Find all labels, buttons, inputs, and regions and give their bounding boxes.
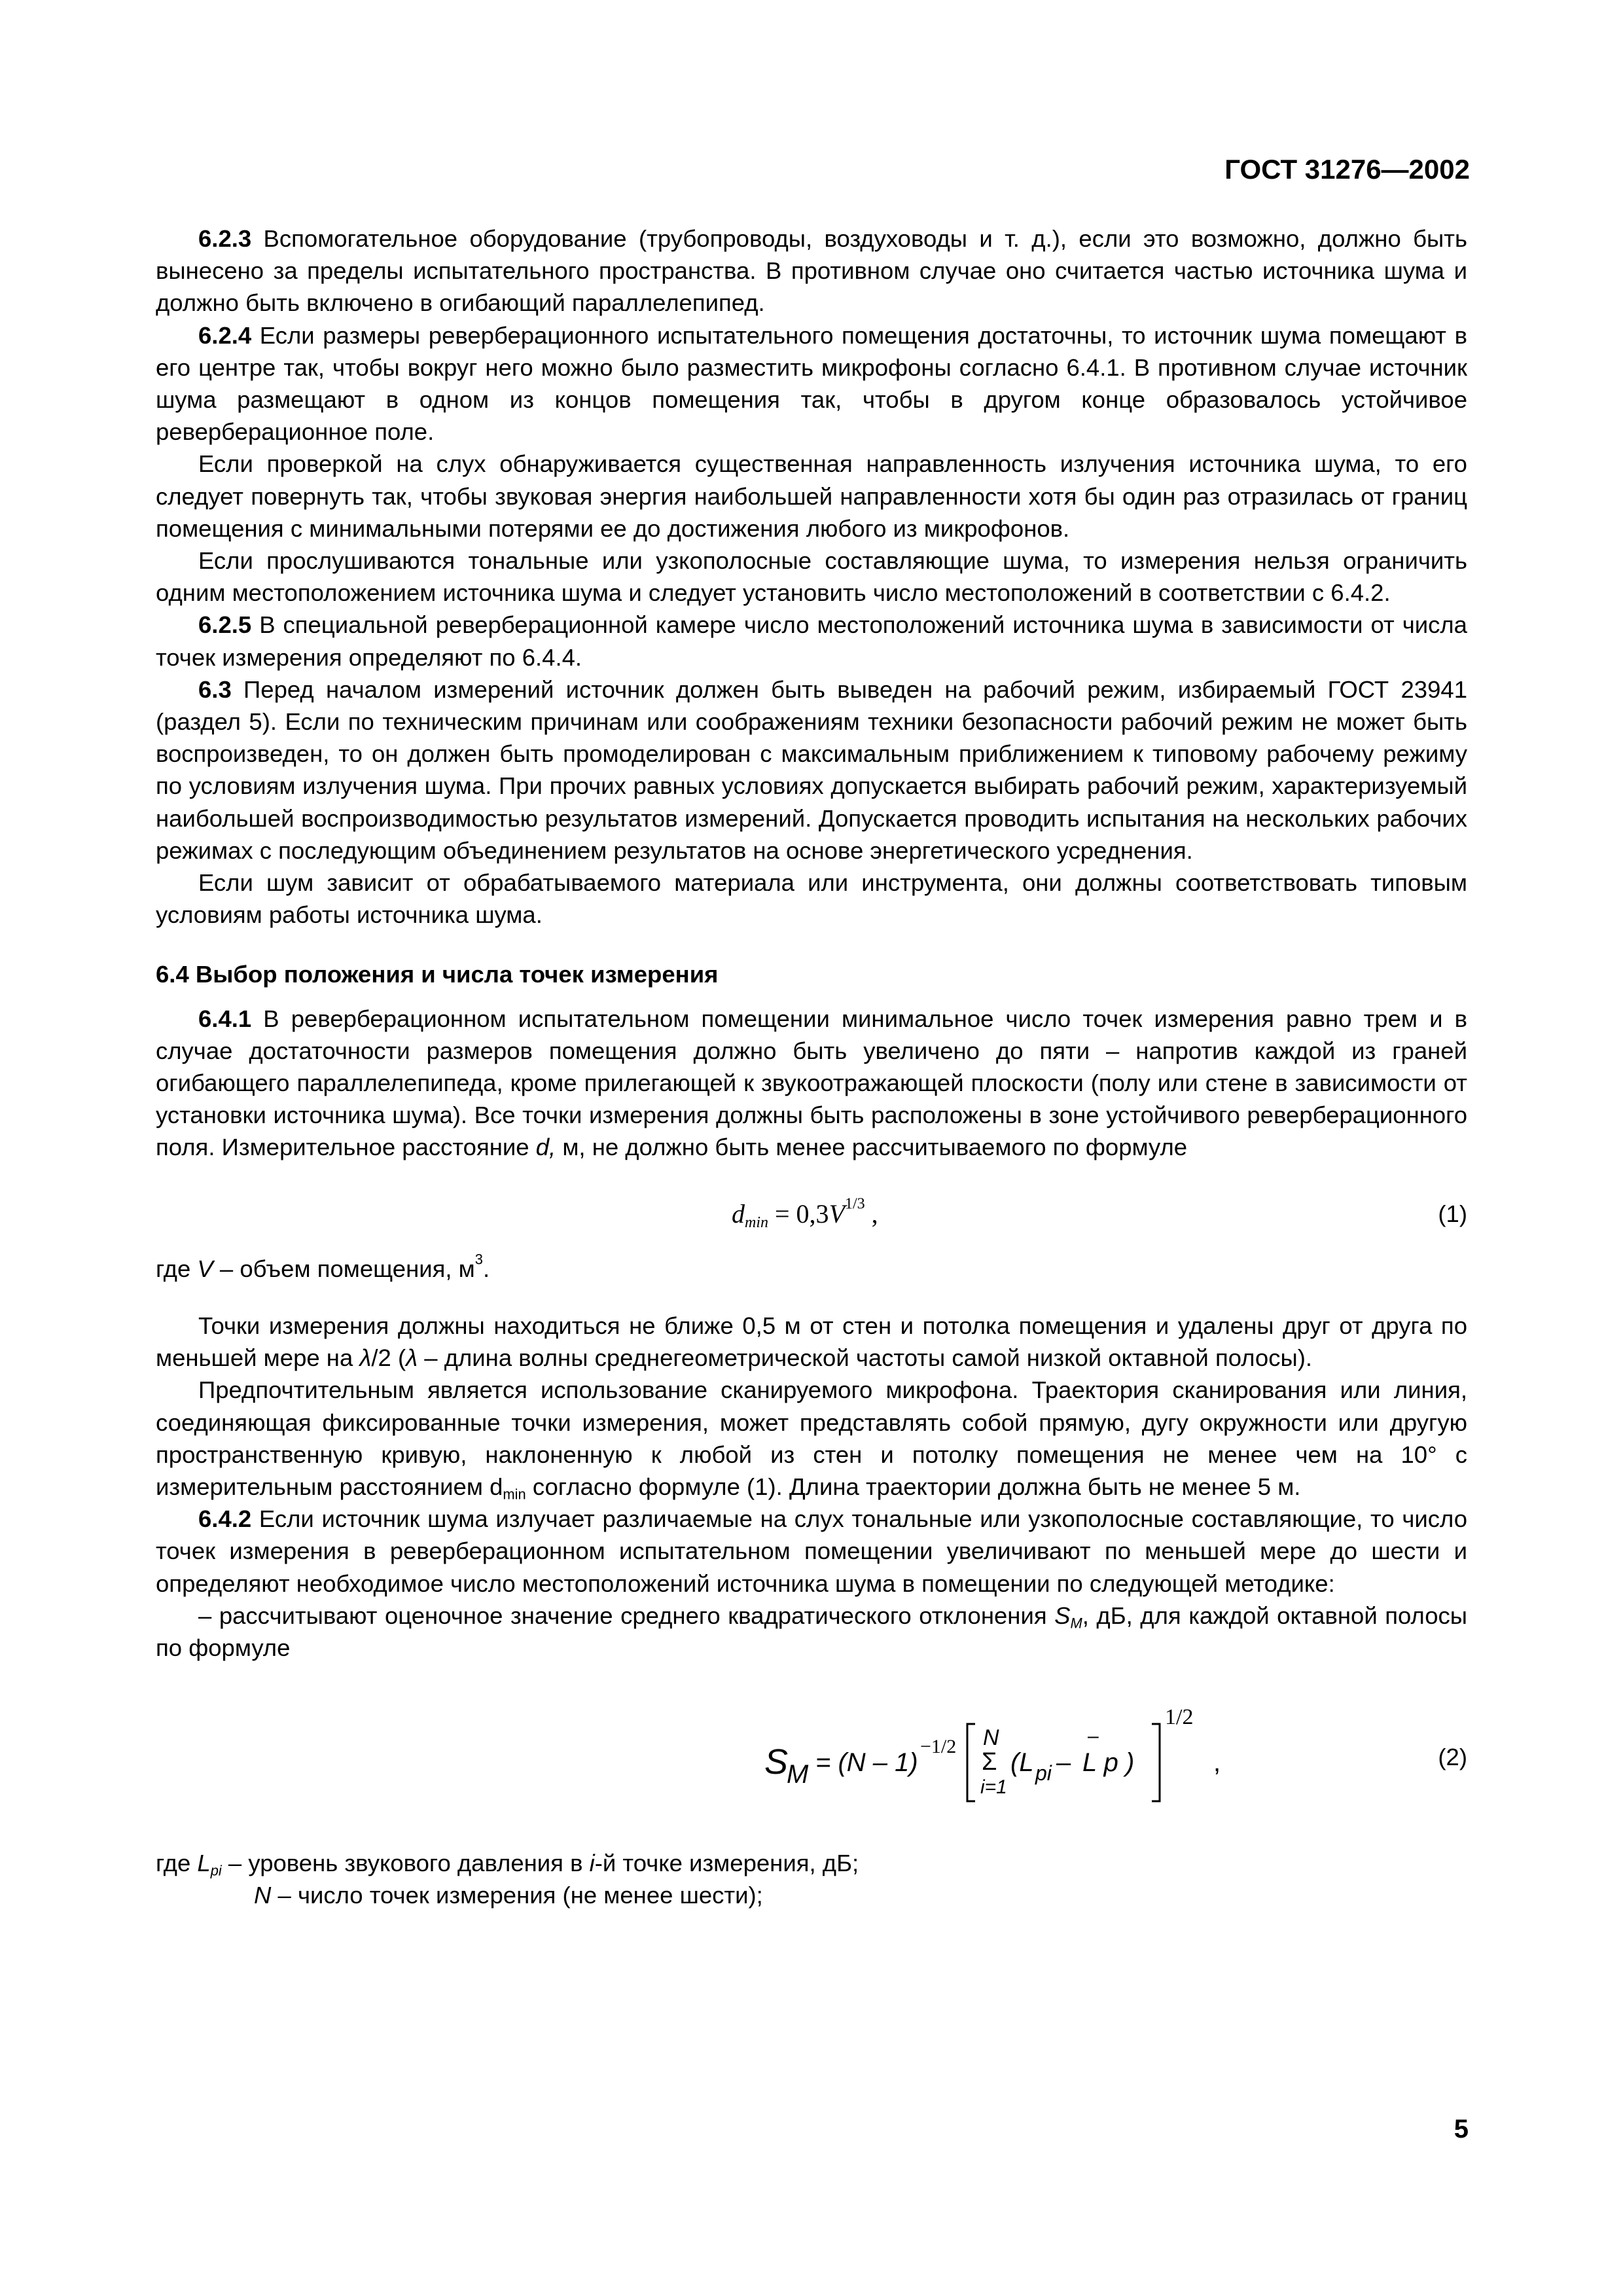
formula-1-number: (1) (1438, 1200, 1467, 1227)
right-bracket (1152, 1724, 1160, 1801)
clause-number: 6.3 (198, 675, 232, 703)
paragraph-text: Точки измерения должны находиться не ближе 0,5 м от стен и потолка помещения и удалены друг от друга по меньшей мере на (156, 1312, 1467, 1372)
paragraph-text: Вспомогательное оборудование (трубопроводы, воздуховоды и т. д.), если это возможно, должно быть вынесено за пределы испытательного пространства. В противном случае оно считается частью источника шума и должно быть включено в огибающий параллелепипед. (156, 225, 1467, 317)
paragraph-6-2-4 (156, 319, 1467, 448)
symbol-n: N (254, 1882, 272, 1909)
formula-2-minus: – (1056, 1748, 1071, 1778)
formula-2-number: (2) (1438, 1744, 1467, 1771)
where-text: – объем помещения, м (213, 1255, 475, 1282)
paragraph-6-2-4-c: Если прослушиваются тональные или узкополосные составляющие шума, то измерения нельзя ограничить одним местоположением источника шума и следует установить число местоположений в соответствии с 6.4.2. (156, 547, 1467, 607)
formula-2-s: S (764, 1742, 789, 1782)
where-text: -й точке измерения, дБ; (594, 1850, 859, 1877)
symbol-d: d, (535, 1134, 556, 1161)
clause-number: 6.2.4 (198, 321, 252, 349)
paragraph-text: Если источник шума излучает различаемые на слух тональные или узкополосные составляющие, то число точек измерения в реверберационном испытательном помещении увеличивают по меньшей мере до шести и определяют необходимое число местоположений источника шума в помещении по следующей методике: (156, 1505, 1467, 1597)
symbol-v: V (197, 1255, 213, 1282)
formula-1-expression (732, 1195, 878, 1231)
formula-1-exponent: 1/3 (845, 1195, 865, 1213)
clause-number: 6.4.2 (198, 1505, 252, 1533)
paragraph-6-4-1 (156, 1003, 1467, 1164)
where-exponent: 3 (474, 1250, 483, 1267)
paragraph-text: , дБ, для каждой октавной полосы по формуле (156, 1602, 1467, 1661)
formula-2-lp: L p ) (1082, 1748, 1135, 1778)
clause-number: 6.2.3 (198, 225, 252, 252)
formula-1-comma: , (865, 1198, 878, 1229)
paragraph-text: м, не должно быть менее рассчитываемого по формуле (556, 1134, 1188, 1161)
formula-2-exponent: −1/2 (920, 1736, 957, 1758)
clause-number: 6.2.5 (198, 611, 252, 639)
formula-2-outer-exponent: 1/2 (1165, 1705, 1194, 1730)
where-text: – число точек измерения (не менее шести); (271, 1882, 763, 1909)
formula-2-pi: pi (1035, 1761, 1052, 1785)
paragraph-text: согласно формуле (1). Длина траектории должна быть не менее 5 м. (526, 1473, 1301, 1500)
page-number: 5 (1454, 2115, 1469, 2144)
formula-1-sub: min (745, 1213, 768, 1231)
paragraph-6-4-1-d (156, 1374, 1467, 1503)
paragraph-text: Предпочтительным является использование сканируемого микрофона. Траектория сканирования или линия, соединяющая фиксированные точки измерения, может представлять собой прямую, дугу окружности или другую пространственную кривую, наклоненную к любой из стен и потолку помещения не менее чем на 10° с измерительным расстоянием d (156, 1376, 1467, 1500)
where-clause-1 (156, 1250, 1467, 1285)
symbol-l: L (197, 1850, 211, 1877)
formula-1-v: V (829, 1198, 845, 1229)
symbol-i: i (589, 1850, 595, 1877)
clause-number: 6.4.1 (198, 1005, 252, 1032)
where-clause-3 (254, 1879, 1467, 1911)
paragraph-6-3-b: Если шум зависит от обрабатываемого материала или инструмента, они должны соответствовать типовым условиям работы источника шума. (156, 869, 1467, 929)
formula-1-rhs: = 0,3 (768, 1198, 829, 1229)
formula-2-sum-upper: N (983, 1725, 999, 1751)
document-body (156, 223, 1467, 1912)
formula-2-sigma: Σ (982, 1748, 997, 1776)
paragraph-6-4-2 (156, 1503, 1467, 1600)
where-end: . (482, 1255, 490, 1282)
symbol-lambda: λ (359, 1344, 372, 1372)
subscript-m: M (1070, 1615, 1082, 1632)
document-id-header: ГОСТ 31276—2002 (1224, 154, 1470, 185)
formula-2-comma: , (1213, 1748, 1221, 1778)
where-text: – уровень звукового давления в (221, 1850, 590, 1877)
paragraph-text: В реверберационном испытательном помещении минимальное число точек измерения равно трем и в случае достаточности размеров помещения должно быть увеличено до пяти – напротив каждой из граней огибающего параллелепипеда, кроме прилегающей к звукоотражающей плоскости (полу или стене в зависимости от установки источника шума). Все точки измерения должны быть расположены в зоне устойчивого реверберационного поля. Измерительное расстояние (156, 1005, 1467, 1161)
formula-1 (156, 1193, 1467, 1236)
formula-1-lhs: d (732, 1198, 745, 1229)
paragraph-6-3 (156, 673, 1467, 867)
symbol-s: S (1054, 1602, 1071, 1629)
where-clause-2 (156, 1847, 1467, 1879)
left-bracket (967, 1724, 975, 1801)
where-word: где (156, 1255, 198, 1282)
formula-2-graphic (764, 1690, 1262, 1827)
paragraph-text: – длина волны среднегеометрической частоты самой низкой октавной полосы). (418, 1344, 1312, 1372)
formula-2 (156, 1690, 1467, 1827)
paragraph-6-2-5 (156, 609, 1467, 673)
formula-2-l: (L (1010, 1748, 1034, 1778)
subscript-pi: pi (210, 1862, 222, 1879)
paragraph-text: Если размеры реверберационного испытательного помещения достаточны, то источник шума помещают в его центре так, чтобы вокруг него можно было разместить микрофоны согласно 6.4.1. В противном случае источник шума размещают в одном из концов помещения так, чтобы в другом конце образовалось устойчивое реверберационное поле. (156, 321, 1467, 446)
paragraph-text: – рассчитывают оценочное значение среднего квадратического отклонения (198, 1602, 1055, 1629)
paragraph-text: Перед началом измерений источник должен быть выведен на рабочий режим, избираемый ГОСТ 23941 (раздел 5). Если по техническим причинам или соображениям техники безопасности рабочий режим не может быть воспроизведен, то он должен быть промоделирован с максимальным приближением к типовому рабочему режиму по условиям излучения шума. При прочих равных условиях допускается выбирать рабочий режим, характеризуемый наибольшей воспроизводимостью результатов измерений. Допускается проводить испытания на нескольких рабочих режимах с последующим объединением результатов на основе энергетического усреднения. (156, 675, 1467, 864)
paragraph-6-4-1-c (156, 1310, 1467, 1374)
formula-2-eq: = (N – 1) (815, 1748, 918, 1778)
paragraph-6-2-3 (156, 223, 1467, 319)
formula-2-overbar: – (1088, 1725, 1099, 1748)
symbol-lambda: λ (406, 1344, 418, 1372)
paragraph-text: /2 ( (371, 1344, 406, 1372)
paragraph-6-4-2-b (156, 1600, 1467, 1664)
paragraph-text: В специальной реверберационной камере число местоположений источника шума в зависимости от числа точек измерения определяют по 6.4.4. (156, 611, 1467, 671)
paragraph-6-2-4-b: Если проверкой на слух обнаруживается существенная направленность излучения источника шума, то его следует повернуть так, чтобы звуковая энергия наибольшей направленности хотя бы один раз отразилась от границ помещения с минимальными потерями ее до достижения любого из микрофонов. (156, 450, 1467, 542)
subscript-min: min (503, 1486, 526, 1503)
where-word: где (156, 1850, 198, 1877)
formula-2-sum-lower: i=1 (980, 1776, 1007, 1799)
section-heading-6-4: 6.4 Выбор положения и числа точек измерения (156, 961, 719, 988)
formula-2-m: M (787, 1760, 809, 1789)
